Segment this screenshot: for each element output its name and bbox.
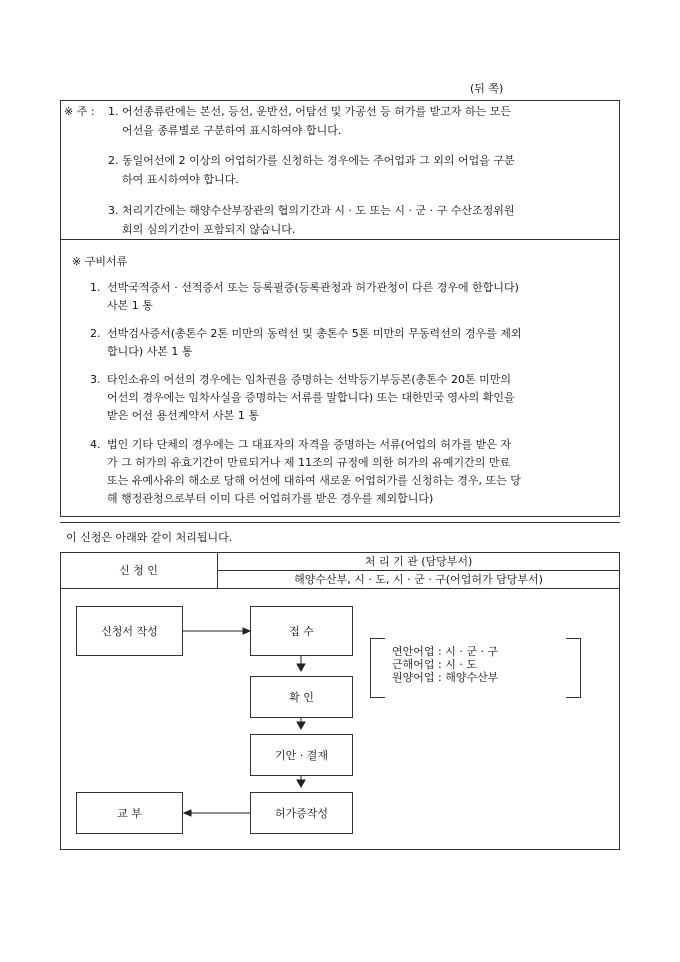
step-label: 허가증작성 xyxy=(274,807,329,820)
notes-marker: ※ 주 : xyxy=(64,105,95,118)
left-bracket xyxy=(370,638,385,698)
note-number: 3. xyxy=(108,204,119,217)
note-text: 어선종류란에는 본선, 등선, 운반선, 어탐선 및 가공선 등 허가를 받고자 하는 모든 xyxy=(122,105,511,118)
note-number: 2. xyxy=(108,154,119,167)
jurisdiction-item: 연안어업 : 시 · 군 · 구 xyxy=(392,645,499,658)
step-label: 신청서 작성 xyxy=(101,625,158,638)
document-text: 사본 1 통 xyxy=(107,299,153,312)
agency-header-text: 처 리 기 관 (담당부서) xyxy=(364,555,473,568)
note-text: 동일어선에 2 이상의 어업허가를 신청하는 경우에는 주어업과 그 외의 어업을 구분 xyxy=(122,154,515,167)
note-text: 어선을 종류별로 구분하여 표시하여야 합니다. xyxy=(122,124,342,137)
document-text: 또는 유예사유의 해소로 당해 어선에 대하여 새로운 어업허가를 신청하는 경우, 또는 당 xyxy=(107,474,521,487)
documents-title: ※ 구비서류 xyxy=(72,255,128,268)
document-text: 어선의 경우에는 임차사실을 증명하는 서류를 말합니다) 또는 대한민국 영사의 확인을 xyxy=(107,391,515,404)
note-text: 하여 표시하여야 합니다. xyxy=(122,173,239,186)
note-text: 처리기간에는 해양수산부장관의 협의기간과 시 · 도 또는 시 · 군 · 구 수산조정위원 xyxy=(122,204,515,217)
jurisdiction-item: 근해어업 : 시 · 도 xyxy=(392,658,477,671)
document-number: 4. xyxy=(90,438,101,451)
document-text: 받은 어선 용선계약서 사본 1 통 xyxy=(107,409,259,422)
document-text: 선박검사증서(총톤수 2톤 미만의 동력선 및 총톤수 5톤 미만의 무동력선의 경우를 제외 xyxy=(107,327,522,340)
note-text: 회의 심의기간이 포함되지 않습니다. xyxy=(122,223,296,236)
arrow-head-icon xyxy=(297,780,305,787)
process-intro: 이 신청은 아래와 같이 처리됩니다. xyxy=(66,531,233,544)
jurisdiction-item: 원양어업 : 해양수산부 xyxy=(392,671,499,684)
document-text: 법인 기타 단체의 경우에는 그 대표자의 자격을 증명하는 서류(어업의 허가를 받은 자 xyxy=(107,438,512,451)
document-number: 1. xyxy=(90,281,101,294)
agency-subheader-text: 해양수산부, 시 · 도, 시 · 군 · 구(어업허가 담당부서) xyxy=(294,573,543,586)
step-label: 교 부 xyxy=(117,807,142,820)
step-label: 확 인 xyxy=(289,691,314,704)
document-text: 합니다) 사본 1 통 xyxy=(107,345,193,358)
right-bracket xyxy=(566,638,581,698)
document-text: 타인소유의 어선의 경우에는 임차권을 증명하는 선박등기부등본(총톤수 20톤 미만의 xyxy=(107,373,512,386)
arrow-head-icon xyxy=(297,664,305,671)
document-text: 가 그 허가의 유효기간이 만료되거나 제 11조의 규정에 의한 허가의 유예기간의 만료 xyxy=(107,456,511,469)
arrow-head-icon xyxy=(243,628,250,634)
step-label: 접 수 xyxy=(289,625,314,638)
applicant-header-text: 신 청 인 xyxy=(119,564,158,577)
page-side-label: (뒤 쪽) xyxy=(470,82,504,95)
arrow-head-icon xyxy=(297,722,305,729)
document-text: 해 행정관청으로부터 이미 다른 어업허가를 받은 경우를 제외합니다) xyxy=(107,492,434,505)
document-number: 3. xyxy=(90,373,101,386)
step-label: 기안 · 결재 xyxy=(275,749,328,762)
note-number: 1. xyxy=(108,105,119,118)
arrow-head-icon xyxy=(184,810,191,816)
document-number: 2. xyxy=(90,327,101,340)
document-text: 선박국적증서 · 선적증서 또는 등록필증(등록관청과 허가관청이 다른 경우에 한합니다) xyxy=(107,281,519,294)
